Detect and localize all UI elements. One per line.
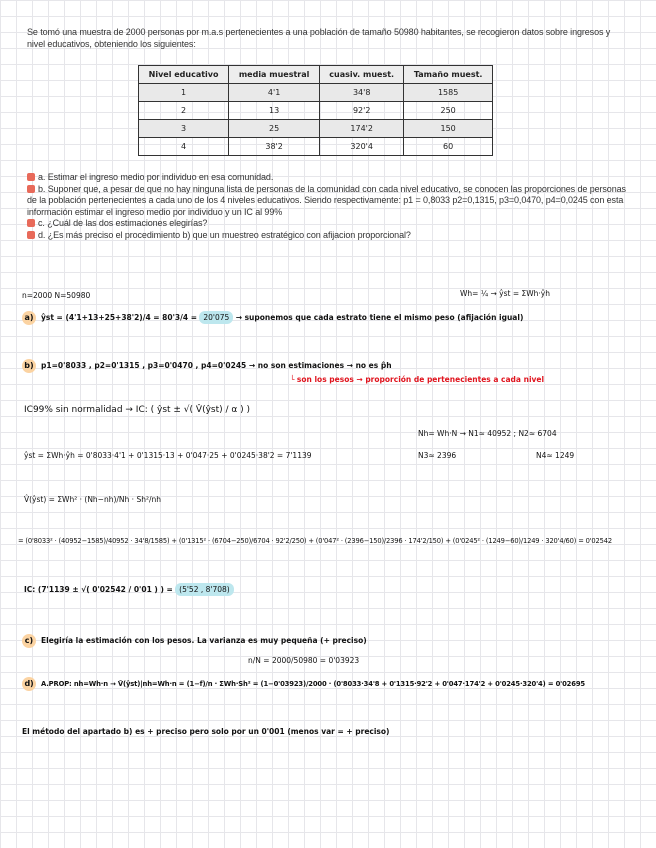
questions-block <box>27 172 627 241</box>
label-c: c) <box>22 634 36 648</box>
conclusion <box>22 727 389 736</box>
ic-final <box>24 585 234 594</box>
question-c <box>27 218 627 230</box>
table-cell: 4 <box>139 138 229 156</box>
table-cell: 25 <box>229 120 320 138</box>
table-row <box>139 84 493 102</box>
weights-note: └ son los pesos → proporción de pertenecientes a cada nivel <box>290 375 545 384</box>
formula-a: ŷst = (4'1+13+25+38'2)/4 = 80'3/4 = <box>41 313 197 322</box>
weights-note-text: son los pesos → proporción de pertenecientes a cada nivel <box>296 375 545 384</box>
question-d <box>27 230 627 242</box>
ic-final-formula: IC: (7'1139 ± √( 0'02542 / 0'01 ) ) = <box>24 585 173 594</box>
sample-table <box>138 65 493 156</box>
question-b <box>27 184 627 219</box>
table-cell: 13 <box>229 102 320 120</box>
conclusion-text: El método del apartado b) es + preciso pero solo por un 0'001 (menos var = + preciso) <box>22 727 390 736</box>
column-header: media muestral <box>229 66 320 84</box>
sampling-fraction: n/N = 2000/50980 = 0'03923 <box>248 656 360 665</box>
proportions-line: p1=0'8033 , p2=0'1315 , p3=0'0470 , p4=0'0245 → no son estimaciones → no es p̂h <box>41 361 392 370</box>
answer-b <box>22 359 392 373</box>
table-cell: 60 <box>404 138 493 156</box>
answer-c <box>22 634 367 648</box>
answer-c-text: Elegiría la estimación con los pesos. La varianza es muy pequeña (+ preciso) <box>41 636 367 645</box>
label-b: b) <box>22 359 36 373</box>
bullet-marker-icon <box>27 231 35 239</box>
table-cell: 320'4 <box>320 138 404 156</box>
table-row <box>139 120 493 138</box>
table-cell: 4'1 <box>229 84 320 102</box>
result-a: 20'075 <box>199 311 233 324</box>
table-cell: 1 <box>139 84 229 102</box>
answer-a <box>22 311 523 325</box>
column-header: Tamaño muest. <box>404 66 493 84</box>
bullet-marker-icon <box>27 185 35 193</box>
table-cell: 34'8 <box>320 84 404 102</box>
weights-formula: Wh= ¼ → ŷst = ΣWh·ŷh <box>460 289 550 298</box>
label-d: d) <box>22 677 36 691</box>
table-cell: 250 <box>404 102 493 120</box>
table-cell: 2 <box>139 102 229 120</box>
strata-sizes-1: Nh= Wh·N → N1≈ 40952 ; N2≈ 6704 <box>418 429 557 438</box>
question-a-text: a. Estimar el ingreso medio por individuo en esa comunidad. <box>38 172 274 182</box>
problem-statement: Se tomó una muestra de 2000 personas por m.a.s pertenecientes a una población de tamaño 50980 habitantes, se recogieron datos sobre ingresos y nivel educativos, obteniendo los siguientes: <box>27 27 611 49</box>
table-row <box>139 102 493 120</box>
answer-d <box>22 677 585 691</box>
ic-final-result: (5'52 , 8'708) <box>175 583 234 596</box>
bullet-marker-icon <box>27 219 35 227</box>
variance-computation: = (0'8033² · (40952−1585)/40952 · 34'8/1585) + (0'1315² · (6704−250)/6704 · 92'2/250) + (0'047² · (2396−150)/2396 · 174'2/150) + (0'0245² · (1249−60)/1249 · 320'4/60) = 0'02542 <box>18 537 612 545</box>
table-row <box>139 138 493 156</box>
label-a: a) <box>22 311 36 325</box>
given-values: n=2000 N=50980 <box>22 291 91 300</box>
table-cell: 38'2 <box>229 138 320 156</box>
answer-d-text: A.PROP: nh=Wh·n → V̂(ŷst)|nh=Wh·n = (1−f)/n · ΣWh·Sh² = (1−0'03923)/2000 · (0'8033·34'8 + 0'1315·92'2 + 0'047·174'2 + 0'0245·320'4) = 0'02695 <box>41 680 585 688</box>
question-c-text: c. ¿Cuál de las dos estimaciones elegirías? <box>38 218 208 228</box>
table-header-row <box>139 66 493 84</box>
table-cell: 3 <box>139 120 229 138</box>
strata-size-n4: N4≈ 1249 <box>536 451 575 460</box>
comment-a: → suponemos que cada estrato tiene el mismo peso (afijación igual) <box>235 313 524 322</box>
question-b-text: b. Suponer que, a pesar de que no hay ninguna lista de personas de la comunidad con cada nivel educativo, se conocen las proporciones de personas de la población pertenecientes a cada uno de los 4 niveles educativos. Siendo respectivamente: p1 = 0,8033 p2=0,1315, p3=0,0470, p4=0,0245 con esta información estimar el ingreso medio por individuo y un IC al 99% <box>27 183 626 217</box>
table-cell: 174'2 <box>320 120 404 138</box>
ic-formula: IC99% sin normalidad → IC: ( ŷst ± √( V̂(ŷst) / α ) ) <box>24 405 251 415</box>
weighted-mean-line: ŷst = ΣWh·ŷh = 0'8033·4'1 + 0'1315·13 + 0'047·25 + 0'0245·38'2 = 7'1139 <box>24 451 312 460</box>
bullet-marker-icon <box>27 173 35 181</box>
table-cell: 1585 <box>404 84 493 102</box>
variance-formula: V̂(ŷst) = ΣWh² · (Nh−nh)/Nh · Sh²/nh <box>24 495 161 504</box>
table-cell: 150 <box>404 120 493 138</box>
question-d-text: d. ¿Es más preciso el procedimiento b) que un muestreo estratégico con afijacion proporcional? <box>38 229 411 240</box>
question-a <box>27 172 627 184</box>
strata-size-n3: N3≈ 2396 <box>418 451 457 460</box>
table-cell: 92'2 <box>320 102 404 120</box>
column-header: cuasiv. muest. <box>320 66 404 84</box>
column-header: Nivel educativo <box>139 66 229 84</box>
